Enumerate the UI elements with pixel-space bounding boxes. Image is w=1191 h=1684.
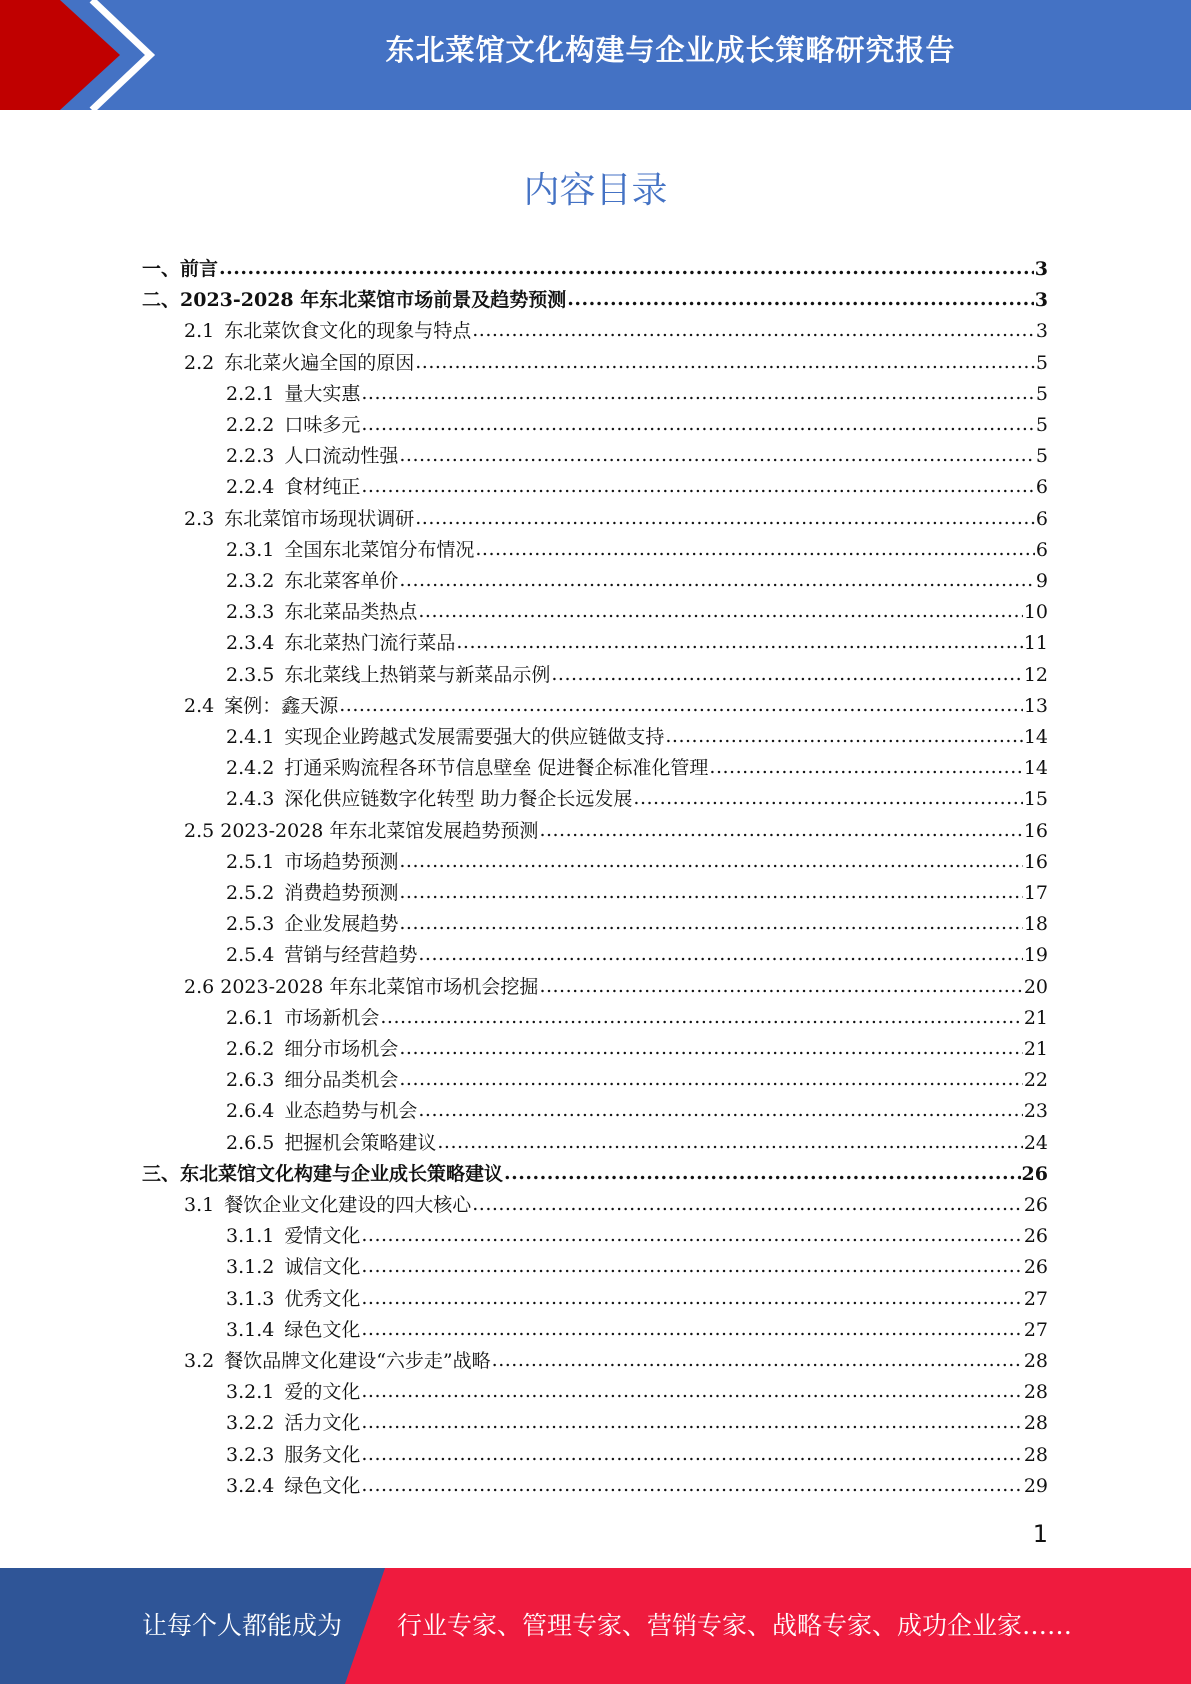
toc-entry-text: 人口流动性强 — [284, 445, 399, 468]
toc-entry[interactable] — [226, 784, 1048, 815]
toc-entry[interactable] — [226, 441, 1048, 472]
toc-entry-label — [184, 972, 538, 1003]
toc-entry-page: 29 — [1023, 1474, 1048, 1497]
toc-entry-label — [226, 784, 632, 815]
toc-entry[interactable] — [226, 1034, 1048, 1065]
toc-dot-leader — [472, 315, 1035, 346]
toc-entry-number: 3.1.2 — [226, 1256, 275, 1279]
toc-entry-page: 28 — [1023, 1350, 1048, 1372]
toc-dot-leader — [709, 752, 1022, 783]
toc-entry-number: 3.2 — [184, 1350, 215, 1372]
toc-dot-leader — [456, 627, 1022, 658]
toc-entry-text: 一、前言 — [142, 258, 219, 280]
toc-dot-leader — [418, 596, 1022, 627]
toc-entry-page: 15 — [1023, 788, 1048, 811]
toc-entry-label — [184, 816, 538, 847]
toc-entry-number: 2.5.4 — [226, 944, 275, 967]
toc-entry-label — [226, 909, 398, 940]
toc-entry-number: 3.2.2 — [226, 1412, 275, 1435]
toc-entry-number: 2.4.2 — [226, 757, 275, 780]
toc-entry[interactable] — [226, 628, 1048, 659]
toc-entry-number: 2.2.2 — [226, 414, 275, 436]
toc-entry[interactable] — [226, 1065, 1048, 1096]
toc-entry-number: 2.2.4 — [226, 476, 275, 499]
toc-dot-leader — [665, 721, 1022, 752]
toc-entry-number: 2.3.5 — [226, 663, 275, 686]
toc-entry-page: 6 — [1035, 538, 1048, 561]
footer-slogan-right: 行业专家、管理专家、营销专家、战略专家、成功企业家…… — [397, 1611, 1073, 1640]
toc-entry-page: 26 — [1023, 1225, 1048, 1248]
toc-entry-text: 市场新机会 — [284, 1006, 380, 1029]
toc-entry-number: 2.6.1 — [226, 1006, 275, 1029]
toc-entry-text: 爱的文化 — [284, 1381, 361, 1404]
toc-entry-number: 2.3.2 — [226, 570, 275, 592]
toc-entry-label — [226, 1408, 360, 1439]
toc-entry-number: 2.1 — [184, 320, 215, 343]
toc-entry[interactable] — [142, 254, 1048, 285]
toc-entry[interactable] — [226, 1284, 1048, 1315]
toc-dot-leader — [339, 690, 1023, 721]
toc-entry-page: 26 — [1023, 1194, 1048, 1216]
toc-entry-page: 16 — [1023, 850, 1048, 873]
toc-entry-text: 口味多元 — [284, 414, 361, 436]
toc-dot-leader — [418, 939, 1022, 970]
toc-entry-page: 26 — [1023, 1256, 1048, 1279]
toc-entry[interactable] — [226, 410, 1048, 441]
toc-entry[interactable] — [226, 472, 1048, 503]
toc-entry[interactable] — [226, 566, 1048, 597]
toc-entry-number: 3.1 — [184, 1194, 215, 1216]
toc-entry-page: 5 — [1035, 445, 1048, 468]
toc-entry-number: 3.1.3 — [226, 1287, 275, 1310]
toc-entry[interactable] — [226, 753, 1048, 784]
toc-entry-label — [226, 1252, 360, 1283]
toc-entry[interactable] — [184, 1190, 1048, 1221]
toc-entry-page: 9 — [1035, 570, 1048, 592]
toc-entry-text: 活力文化 — [284, 1412, 361, 1435]
toc-entry[interactable] — [226, 1221, 1048, 1252]
toc-entry-text: 细分市场机会 — [284, 1038, 399, 1060]
toc-dot-leader — [633, 783, 1022, 814]
toc-entry-text: 优秀文化 — [284, 1287, 361, 1310]
toc-entry[interactable] — [226, 722, 1048, 753]
toc-entry-label — [226, 1221, 360, 1252]
toc-dot-leader — [361, 1220, 1022, 1251]
toc-entry-page: 28 — [1023, 1381, 1048, 1404]
toc-entry[interactable] — [226, 660, 1048, 691]
toc-entry-number: 2.2.3 — [226, 445, 275, 468]
toc-entry-label — [226, 1065, 398, 1096]
toc-entry[interactable] — [184, 691, 1048, 722]
toc-entry-label — [142, 285, 566, 316]
toc-entry-text: 案例：鑫天源 — [224, 694, 339, 717]
toc-dot-leader — [361, 1283, 1022, 1314]
page-number: 1 — [1032, 1520, 1048, 1548]
toc-entry-label — [226, 1315, 360, 1346]
toc-entry-page: 24 — [1023, 1131, 1048, 1154]
toc-entry[interactable] — [226, 878, 1048, 909]
toc-dot-leader — [415, 347, 1035, 378]
toc-entry-page: 26 — [1021, 1162, 1048, 1185]
toc-entry-number: 3.2.4 — [226, 1474, 275, 1497]
toc-entry[interactable] — [226, 597, 1048, 628]
toc-dot-leader — [399, 1064, 1022, 1095]
toc-entry-page: 5 — [1035, 382, 1048, 405]
toc-entry[interactable] — [184, 504, 1048, 535]
toc-entry-label — [226, 722, 664, 753]
toc-entry-text: 餐饮企业文化建设的四大核心 — [224, 1194, 472, 1216]
toc-entry-page: 3 — [1034, 258, 1048, 280]
toc-dot-leader — [539, 971, 1022, 1002]
toc-entry-text: 二、2023-2028 年东北菜馆市场前景及趋势预测 — [142, 289, 567, 312]
toc-entry-label — [226, 847, 398, 878]
toc-entry-page: 13 — [1023, 694, 1048, 717]
toc-entry-number: 2.2 — [184, 351, 215, 374]
toc-dot-leader — [399, 1033, 1022, 1064]
toc-entry-page: 10 — [1023, 601, 1048, 624]
toc-dot-leader — [399, 440, 1035, 471]
toc-entry-label — [184, 504, 414, 535]
toc-entry-number: 2.3.3 — [226, 601, 275, 624]
toc-dot-leader — [551, 659, 1022, 690]
toc-entry-page: 11 — [1023, 632, 1048, 655]
toc-dot-leader — [399, 846, 1022, 877]
toc-entry-label — [226, 753, 708, 784]
toc-entry-label — [226, 1471, 360, 1502]
toc-entry-text: 深化供应链数字化转型 助力餐企长远发展 — [284, 788, 633, 811]
toc-entry[interactable] — [226, 1252, 1048, 1283]
toc-entry-label — [226, 1096, 417, 1127]
toc-dot-leader — [567, 284, 1034, 315]
toc-entry-label — [226, 628, 455, 659]
toc-dot-leader — [504, 1158, 1021, 1189]
toc-entry[interactable] — [226, 1377, 1048, 1408]
toc-entry[interactable] — [184, 816, 1048, 847]
toc-entry[interactable] — [142, 285, 1048, 316]
toc-entry-page: 21 — [1023, 1038, 1048, 1060]
toc-entry-number: 2.3 — [184, 507, 215, 530]
toc-entry-text: 东北菜馆市场现状调研 — [224, 507, 415, 530]
toc-entry-number: 2.6.2 — [226, 1038, 275, 1060]
toc-entry-label — [184, 316, 471, 347]
toc-entry-page: 19 — [1023, 944, 1048, 967]
toc-entry[interactable] — [226, 535, 1048, 566]
toc-dot-leader — [361, 409, 1035, 440]
toc-entry[interactable] — [226, 909, 1048, 940]
toc-dot-leader — [399, 877, 1022, 908]
toc-entry[interactable] — [184, 316, 1048, 347]
toc-entry-text: 细分品类机会 — [284, 1069, 399, 1092]
toc-entry[interactable] — [226, 1408, 1048, 1439]
toc-entry-text: 市场趋势预测 — [284, 850, 399, 873]
toc-entry-label — [226, 1440, 360, 1471]
toc-entry-text: 诚信文化 — [284, 1256, 361, 1279]
toc-entry[interactable] — [184, 348, 1048, 379]
toc-entry-text: 业态趋势与机会 — [284, 1100, 418, 1123]
toc-entry-label — [226, 1284, 360, 1315]
toc-entry-text: 东北菜热门流行菜品 — [284, 632, 456, 655]
toc-dot-leader — [361, 1407, 1022, 1438]
page-header — [0, 0, 1191, 110]
toc-entry-number: 3.1.1 — [226, 1225, 275, 1248]
toc-entry-text: 打通采购流程各环节信息壁垒 促进餐企标准化管理 — [284, 757, 709, 780]
toc-entry-number: 2.6.5 — [226, 1131, 275, 1154]
toc-entry-label — [226, 472, 360, 503]
footer-slogan-left: 让每个人都能成为 — [142, 1611, 343, 1640]
toc-entry-label — [226, 597, 417, 628]
toc-dot-leader — [475, 534, 1035, 565]
toc-entry[interactable] — [226, 1471, 1048, 1502]
toc-entry-number: 2.6.4 — [226, 1100, 275, 1123]
toc-entry-label — [184, 1346, 491, 1377]
toc-dot-leader — [219, 253, 1034, 284]
toc-entry-text: 爱情文化 — [284, 1225, 361, 1248]
toc-entry-page: 28 — [1023, 1412, 1048, 1435]
toc-entry[interactable] — [226, 1315, 1048, 1346]
toc-entry-page: 22 — [1023, 1069, 1048, 1092]
toc-entry-label — [142, 254, 218, 285]
toc-entry-page: 18 — [1023, 913, 1048, 936]
toc-entry-page: 14 — [1023, 726, 1048, 748]
toc-entry-text: 把握机会策略建议 — [284, 1131, 437, 1154]
toc-entry-number: 2.6.3 — [226, 1069, 275, 1092]
toc-entry-text: 2.6 2023-2028 年东北菜馆市场机会挖掘 — [184, 975, 539, 998]
toc-entry-text: 食材纯正 — [284, 476, 361, 499]
toc-entry-number: 2.4.1 — [226, 726, 275, 748]
toc-dot-leader — [437, 1127, 1022, 1158]
toc-entry-page: 14 — [1023, 757, 1048, 780]
toc-entry-number: 3.1.4 — [226, 1318, 275, 1341]
toc-entry-label — [226, 535, 474, 566]
toc-entry-label — [226, 410, 360, 441]
toc-dot-leader — [361, 1376, 1022, 1407]
toc-entry[interactable] — [226, 379, 1048, 410]
toc-entry-label — [184, 691, 338, 722]
toc-entry-page: 16 — [1023, 819, 1048, 842]
toc-entry-page: 28 — [1023, 1443, 1048, 1466]
toc-entry-page: 6 — [1035, 476, 1048, 499]
toc-entry-page: 20 — [1023, 975, 1048, 998]
toc-dot-leader — [399, 908, 1022, 939]
toc-entry-label — [184, 1190, 471, 1221]
toc-entry-text: 服务文化 — [284, 1443, 361, 1466]
toc-entry-page: 3 — [1034, 289, 1048, 312]
toc-dot-leader — [361, 1470, 1022, 1501]
toc-entry-label — [226, 379, 360, 410]
toc-entry-page: 21 — [1023, 1006, 1048, 1029]
toc-entry-text: 东北菜客单价 — [284, 570, 399, 592]
toc-entry-text: 2.5 2023-2028 年东北菜馆发展趋势预测 — [184, 819, 539, 842]
toc-entry-page: 3 — [1035, 320, 1048, 343]
toc-entry-text: 绿色文化 — [284, 1318, 361, 1341]
toc-entry[interactable] — [184, 1346, 1048, 1377]
toc-entry-number: 2.4.3 — [226, 788, 275, 811]
toc-entry-label — [226, 566, 398, 597]
toc-entry-page: 6 — [1035, 507, 1048, 530]
toc-entry[interactable] — [184, 972, 1048, 1003]
toc-entry-number: 3.2.3 — [226, 1443, 275, 1466]
toc-dot-leader — [399, 565, 1035, 596]
toc-entry-text: 绿色文化 — [284, 1474, 361, 1497]
toc-dot-leader — [361, 378, 1035, 409]
toc-entry-number: 2.5.1 — [226, 850, 275, 873]
toc-entry-page: 5 — [1035, 351, 1048, 374]
toc-entry-label — [226, 878, 398, 909]
toc-entry-number: 2.5.2 — [226, 882, 275, 904]
report-title: 东北菜馆文化构建与企业成长策略研究报告 — [385, 33, 956, 67]
toc-entry-text: 实现企业跨越式发展需要强大的供应链做支持 — [284, 726, 665, 748]
toc-entry-text: 东北菜线上热销菜与新菜品示例 — [284, 663, 551, 686]
toc-entry-label — [184, 348, 414, 379]
toc-entry-number: 2.2.1 — [226, 382, 275, 405]
toc-entry-text: 东北菜品类热点 — [284, 601, 418, 624]
toc-entry-number: 2.3.4 — [226, 632, 275, 655]
toc-entry-number: 2.5.3 — [226, 913, 275, 936]
toc-entry-page: 12 — [1023, 663, 1048, 686]
toc-entry-text: 消费趋势预测 — [284, 882, 399, 904]
toc-entry-text: 三、东北菜馆文化构建与企业成长策略建议 — [142, 1162, 504, 1185]
toc-entry-text: 东北菜火遍全国的原因 — [224, 351, 415, 374]
toc-entry-text: 东北菜饮食文化的现象与特点 — [224, 320, 472, 343]
toc-entry-text: 量大实惠 — [284, 382, 361, 405]
toc-entry-label — [226, 1377, 360, 1408]
toc-entry-text: 餐饮品牌文化建设“六步走”战略 — [224, 1350, 491, 1372]
toc-entry-label — [226, 441, 398, 472]
toc-heading: 内容目录 — [523, 170, 668, 211]
toc-dot-leader — [361, 1439, 1022, 1470]
toc-dot-leader — [492, 1345, 1023, 1376]
toc-entry[interactable] — [226, 1096, 1048, 1127]
toc-entry-text: 企业发展趋势 — [284, 913, 399, 936]
toc-entry-page: 17 — [1023, 882, 1048, 904]
toc-dot-leader — [415, 503, 1035, 534]
toc-entry-text: 营销与经营趋势 — [284, 944, 418, 967]
toc-entry[interactable] — [226, 1440, 1048, 1471]
toc-entry-number: 2.3.1 — [226, 538, 275, 561]
toc-entry[interactable] — [142, 1159, 1048, 1190]
toc-dot-leader — [418, 1095, 1022, 1126]
toc-dot-leader — [539, 815, 1022, 846]
toc-entry-label — [142, 1159, 503, 1190]
toc-entry[interactable] — [226, 1003, 1048, 1034]
toc-entry-label — [226, 940, 417, 971]
toc-dot-leader — [361, 1314, 1022, 1345]
toc-entry-page: 5 — [1035, 414, 1048, 436]
toc-entry-number: 3.2.1 — [226, 1381, 275, 1404]
toc-dot-leader — [361, 471, 1035, 502]
toc-entry[interactable] — [226, 940, 1048, 971]
toc-entry-number: 2.4 — [184, 694, 215, 717]
toc-dot-leader — [361, 1251, 1022, 1282]
toc-entry-page: 27 — [1023, 1287, 1048, 1310]
toc-dot-leader — [380, 1002, 1022, 1033]
toc-dot-leader — [472, 1189, 1023, 1220]
toc-entry-page: 27 — [1023, 1318, 1048, 1341]
toc-entry-text: 全国东北菜馆分布情况 — [284, 538, 475, 561]
toc-entry-page: 23 — [1023, 1100, 1048, 1123]
toc-entry[interactable] — [226, 1128, 1048, 1159]
toc-entry-label — [226, 660, 550, 691]
toc-entry-label — [226, 1003, 379, 1034]
toc-entry-label — [226, 1128, 436, 1159]
toc-entry[interactable] — [226, 847, 1048, 878]
toc-entry-label — [226, 1034, 398, 1065]
page-footer — [0, 1568, 1191, 1684]
